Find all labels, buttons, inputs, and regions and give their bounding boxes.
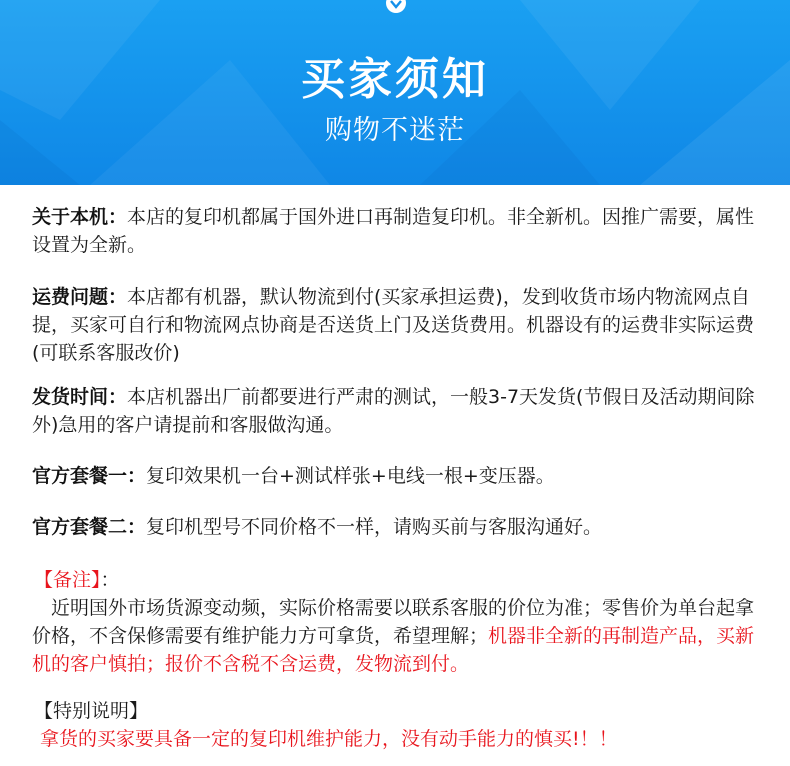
section-text: 本店都有机器，默认物流到付(买家承担运费)，发到收货市场内物流网点自提，买家可自行和物流网点协商是否送货上门及送货费用。机器设有的运费非实际运费(可联系客服改价) [32, 286, 755, 364]
note-colon: ： [100, 569, 120, 591]
section-shipping-cost [32, 283, 762, 367]
note-text-warning: 机器非全新的再制造产品，买新机的客户慎拍；报价不含税不含运费，发物流到付。 [32, 625, 755, 675]
page-title: 买家须知 [301, 54, 489, 105]
section-package-two [32, 513, 762, 541]
note-body [32, 594, 762, 678]
special-heading [34, 697, 764, 725]
note-text: 近明国外市场货源变动频，实际价格需要以联系客服的价位为准；零售价为单台起拿价格，不含保修需要有维护能力方可拿货，希望理解； [32, 597, 755, 647]
special-text: 拿货的买家要具备一定的复印机维护能力，没有动手能力的慎买!！！ [40, 728, 618, 750]
section-label: 发货时间： [32, 386, 128, 408]
note-heading [34, 566, 764, 594]
section-label: 官方套餐二： [32, 516, 147, 538]
section-text: 本店的复印机都属于国外进口再制造复印机。非全新机。因推广需要，属性设置为全新。 [32, 206, 755, 256]
section-label: 官方套餐一： [32, 465, 147, 487]
page-subtitle: 购物不迷茫 [325, 115, 465, 146]
section-label: 关于本机： [32, 206, 128, 228]
section-about-machine [32, 203, 762, 259]
section-text: 复印效果机一台+测试样张+电线一根+变压器。 [146, 465, 555, 487]
section-text: 本店机器出厂前都要进行严肃的测试，一般3-7天发货(节假日及活动期间除外)急用的客户请提前和客服做沟通。 [32, 386, 755, 436]
section-delivery-time [32, 383, 762, 439]
section-text: 复印机型号不同价格不一样，请购买前与客服沟通好。 [146, 516, 603, 538]
section-label: 运费问题： [32, 286, 128, 308]
note-head: 【备注】 [34, 569, 101, 591]
chevron-down-icon [385, 0, 407, 16]
header-banner [0, 0, 790, 185]
section-package-one [32, 462, 762, 490]
special-head: 【特别说明】 [34, 700, 149, 722]
